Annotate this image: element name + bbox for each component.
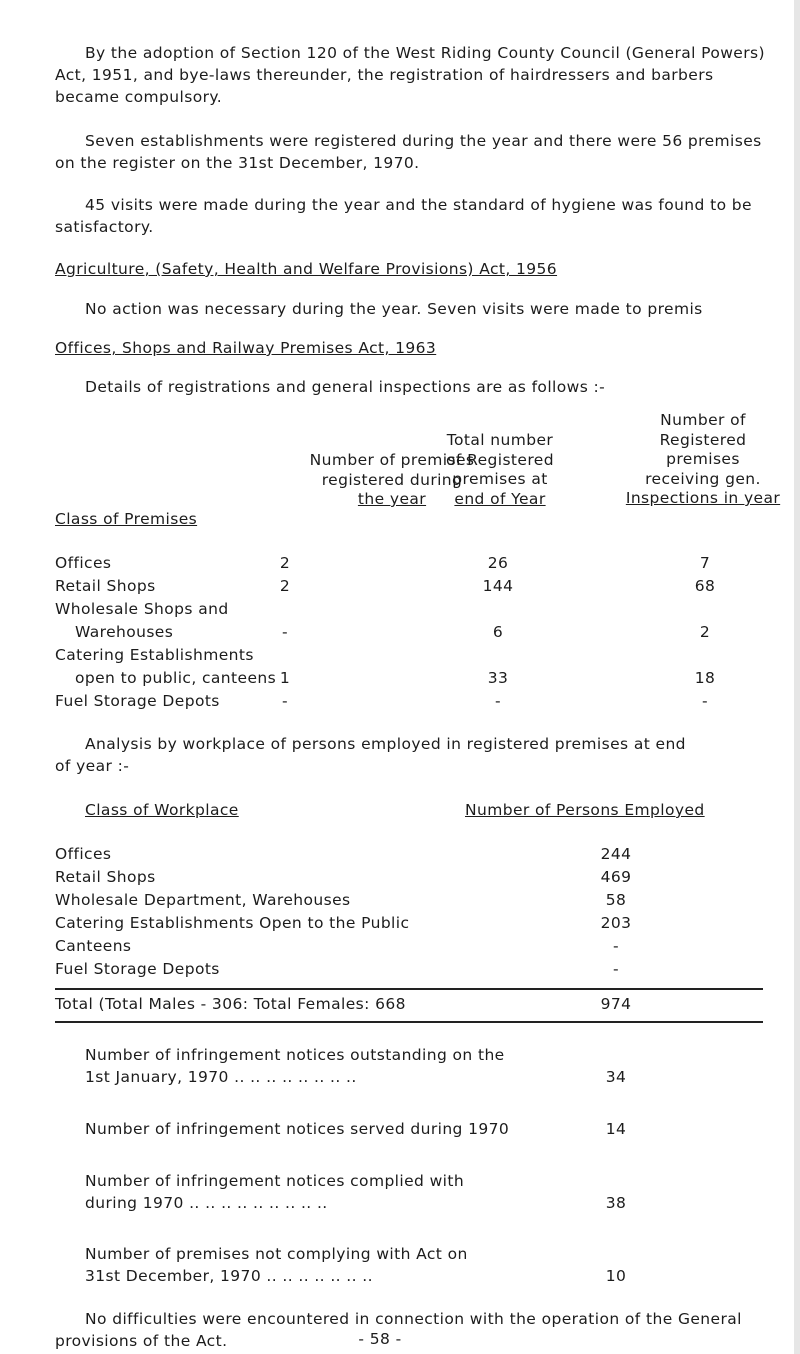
analysis-intro: Analysis by workplace of persons employed in registered premises at end [85, 735, 686, 753]
divider [55, 1021, 763, 1023]
scan-edge [794, 0, 800, 1354]
inspections-value: 2 [699, 623, 711, 641]
persons-value: 58 [605, 891, 627, 909]
analysis-intro-cont: of year :- [55, 757, 130, 775]
inspections-value: 18 [694, 669, 716, 687]
workplace-label: Fuel Storage Depots [55, 960, 220, 978]
row-label: Retail Shops [55, 577, 156, 595]
persons-value: - [613, 960, 619, 978]
row-label: Catering Establishments [55, 646, 254, 664]
hairdressers-paragraph: By the adoption of Section 120 of the West Riding County Council (General Powers) Act, 1951, and bye-laws thereunder, the registration of hairdressers and barbers became compulsory. [55, 44, 765, 106]
total-value: 33 [487, 669, 509, 687]
row-label: Offices [55, 554, 112, 572]
inspections-value: 7 [699, 554, 711, 572]
total-value: 974 [600, 995, 632, 1013]
registered-value: 2 [279, 554, 291, 572]
registered-value: - [282, 692, 288, 710]
workplace-label: Wholesale Department, Warehouses [55, 891, 351, 909]
agriculture-heading: Agriculture, (Safety, Health and Welfare Provisions) Act, 1956 [55, 260, 558, 278]
workplace-label: Canteens [55, 937, 132, 955]
total-value: 144 [482, 577, 514, 595]
inspections-header: Number of Registered premises receiving gen. Inspections in year [625, 411, 781, 507]
offices-heading: Offices, Shops and Railway Premises Act, 1963 [55, 339, 437, 357]
notice-text-cont: 31st December, 1970 .. .. .. .. .. .. .. [85, 1267, 373, 1285]
workplace-label: Retail Shops [55, 868, 156, 886]
row-label-cont: open to public, canteens [75, 669, 277, 687]
notice-value: 38 [605, 1194, 627, 1212]
notice-text: Number of infringement notices served during 1970 [85, 1120, 510, 1138]
total-number-header: Total number of Registered premises at end of Year [446, 431, 554, 508]
persons-value: 244 [600, 845, 632, 863]
registered-value: - [282, 623, 288, 641]
inspections-value: 68 [694, 577, 716, 595]
notice-text: Number of infringement notices outstanding on the [85, 1046, 505, 1064]
persons-employed-header: Number of Persons Employed [465, 801, 705, 819]
total-value: 26 [487, 554, 509, 572]
registered-during-header: Number of premises registered during the year [309, 451, 475, 508]
persons-value: 203 [600, 914, 632, 932]
details-intro: Details of registrations and general inspections are as follows :- [85, 378, 606, 396]
inspections-value: - [702, 692, 708, 710]
page-number: - 58 - [340, 1330, 420, 1348]
persons-value: 469 [600, 868, 632, 886]
registration-paragraph: Seven establishments were registered during the year and there were 56 premises on the register on the 31st December, 1970. [55, 132, 762, 172]
notice-value: 34 [605, 1068, 627, 1086]
workplace-label: Offices [55, 845, 112, 863]
notice-value: 10 [605, 1267, 627, 1285]
notice-value: 14 [605, 1120, 627, 1138]
total-value: - [495, 692, 501, 710]
row-label-cont: Warehouses [75, 623, 174, 641]
notice-text-cont: during 1970 .. .. .. .. .. .. .. .. .. [85, 1194, 328, 1212]
visits-paragraph: 45 visits were made during the year and the standard of hygiene was found to be satisfactory. [55, 196, 752, 236]
workplace-label: Catering Establishments Open to the Public [55, 914, 410, 932]
notice-text: Number of premises not complying with Act on [85, 1245, 468, 1263]
total-value: 6 [492, 623, 504, 641]
registered-value: 2 [279, 577, 291, 595]
class-of-workplace-header: Class of Workplace [85, 801, 239, 819]
row-label: Wholesale Shops and [55, 600, 229, 618]
closing-paragraph: No difficulties were encountered in connection with the operation of the General provisions of the Act. [55, 1310, 742, 1350]
row-label: Fuel Storage Depots [55, 692, 220, 710]
agriculture-paragraph: No action was necessary during the year. Seven visits were made to premis [85, 300, 703, 318]
registered-value: 1 [279, 669, 291, 687]
class-of-premises-header: Class of Premises [55, 510, 198, 528]
notice-text-cont: 1st January, 1970 .. .. .. .. .. .. .. .. [85, 1068, 357, 1086]
persons-value: - [613, 937, 619, 955]
notice-text: Number of infringement notices complied with [85, 1172, 465, 1190]
total-label: Total (Total Males - 306: Total Females: 668 [55, 995, 406, 1013]
divider [55, 988, 763, 990]
